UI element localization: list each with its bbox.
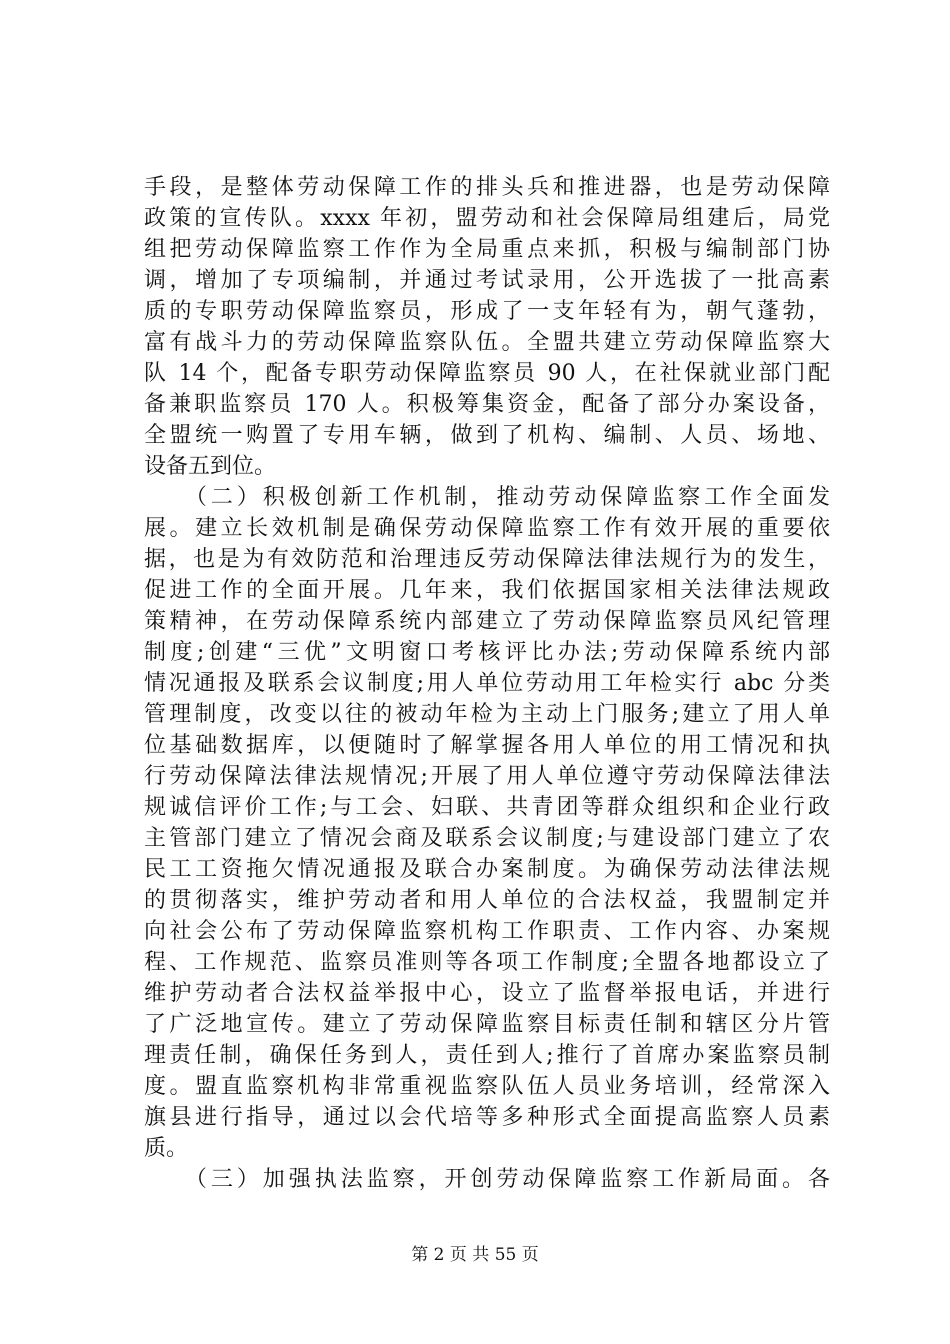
text-line: 队 14 个，配备专职劳动保障监察员 90 人，在社保就业部门配 bbox=[144, 361, 830, 386]
text-line: 了广泛地宣传。建立了劳动保障监察目标责任制和辖区分片管 bbox=[144, 1012, 830, 1037]
text-line: 展。建立长效机制是确保劳动保障监察工作有效开展的重要依 bbox=[144, 516, 830, 541]
text-line: 民工工资拖欠情况通报及联合办案制度。为确保劳动法律法规 bbox=[144, 857, 830, 882]
text-line: 策精神，在劳动保障系统内部建立了劳动保障监察员风纪管理 bbox=[144, 609, 830, 634]
text-line: 旗县进行指导，通过以会代培等多种形式全面提高监察人员素 bbox=[144, 1105, 830, 1130]
text-line: （二）积极创新工作机制，推动劳动保障监察工作全面发 bbox=[144, 485, 830, 510]
text-line: 规诚信评价工作;与工会、妇联、共青团等群众组织和企业行政 bbox=[144, 795, 830, 820]
text-line: 情况通报及联系会议制度;用人单位劳动用工年检实行 abc 分类 bbox=[144, 671, 830, 696]
text-line: 全盟统一购置了专用车辆，做到了机构、编制、人员、场地、 bbox=[144, 423, 830, 448]
page-footer: 第 2 页 共 55 页 bbox=[411, 1245, 539, 1265]
text-line: 位基础数据库，以便随时了解掌握各用人单位的用工情况和执 bbox=[144, 733, 830, 758]
text-line: 程、工作规范、监察员准则等各项工作制度;全盟各地都设立了 bbox=[144, 950, 830, 975]
text-line: 理责任制，确保任务到人，责任到人;推行了首席办案监察员制 bbox=[144, 1043, 830, 1068]
text-line: 设备五到位。 bbox=[144, 454, 277, 479]
text-line: 主管部门建立了情况会商及联系会议制度;与建设部门建立了农 bbox=[144, 826, 830, 851]
text-line: （三）加强执法监察，开创劳动保障监察工作新局面。各 bbox=[144, 1167, 830, 1192]
text-line: 政策的宣传队。xxxx 年初，盟劳动和社会保障局组建后，局党 bbox=[144, 206, 830, 231]
text-line: 调，增加了专项编制，并通过考试录用，公开选拔了一批高素 bbox=[144, 268, 830, 293]
body-text bbox=[144, 172, 830, 1195]
text-line: 手段，是整体劳动保障工作的排头兵和推进器，也是劳动保障 bbox=[144, 175, 830, 200]
text-line: 富有战斗力的劳动保障监察队伍。全盟共建立劳动保障监察大 bbox=[144, 330, 830, 355]
text-line: 度。盟直监察机构非常重视监察队伍人员业务培训，经常深入 bbox=[144, 1074, 830, 1099]
text-line: 备兼职监察员 170 人。积极筹集资金，配备了部分办案设备， bbox=[144, 392, 830, 417]
text-line: 制度;创建“三优”文明窗口考核评比办法;劳动保障系统内部 bbox=[144, 640, 830, 665]
text-line: 向社会公布了劳动保障监察机构工作职责、工作内容、办案规 bbox=[144, 919, 830, 944]
text-line: 维护劳动者合法权益举报中心，设立了监督举报电话，并进行 bbox=[144, 981, 830, 1006]
text-line: 组把劳动保障监察工作作为全局重点来抓，积极与编制部门协 bbox=[144, 237, 830, 262]
text-line: 的贯彻落实，维护劳动者和用人单位的合法权益，我盟制定并 bbox=[144, 888, 830, 913]
text-line: 行劳动保障法律法规情况;开展了用人单位遵守劳动保障法律法 bbox=[144, 764, 830, 789]
text-line: 管理制度，改变以往的被动年检为主动上门服务;建立了用人单 bbox=[144, 702, 830, 727]
text-line: 质。 bbox=[144, 1136, 189, 1161]
text-line: 促进工作的全面开展。几年来，我们依据国家相关法律法规政 bbox=[144, 578, 830, 603]
text-line: 据，也是为有效防范和治理违反劳动保障法律法规行为的发生， bbox=[144, 547, 830, 572]
text-line: 质的专职劳动保障监察员，形成了一支年轻有为，朝气蓬勃， bbox=[144, 299, 830, 324]
